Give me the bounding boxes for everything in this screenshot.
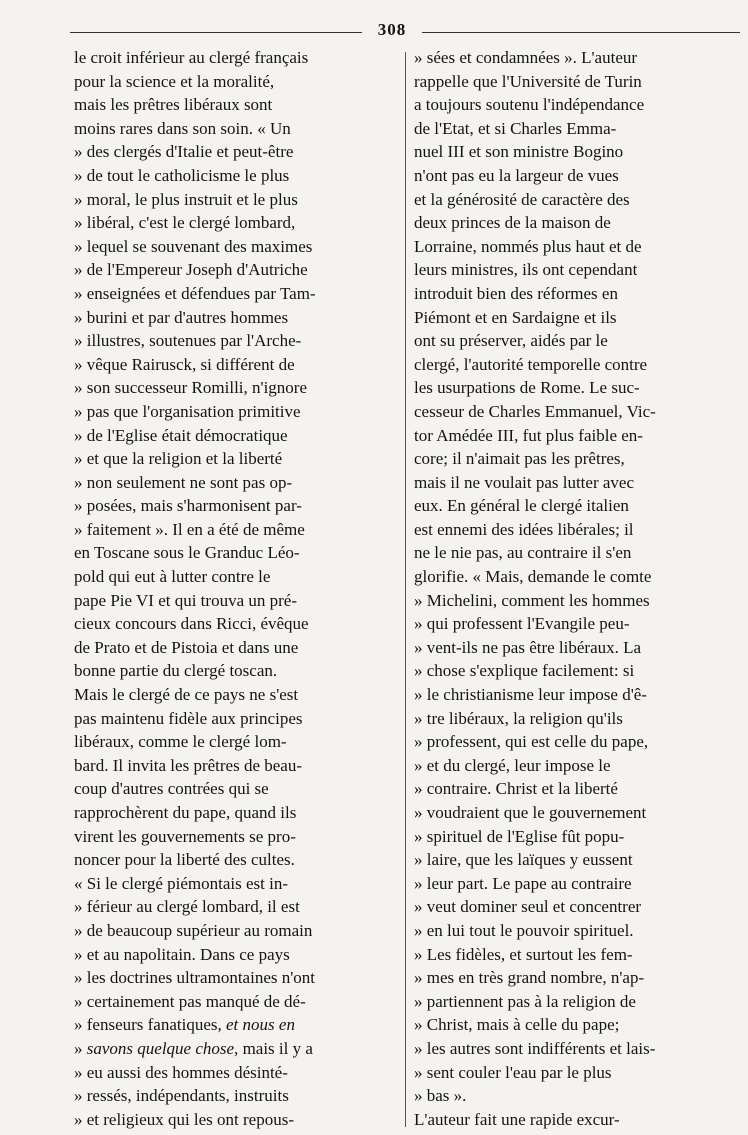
right-column-line: est ennemi des idées libérales; il bbox=[414, 519, 634, 539]
left-column-line: » de tout le catholicisme le plus bbox=[74, 165, 290, 185]
italic-segment: savons quelque chose, bbox=[86, 1038, 239, 1058]
left-column-line: » lequel se souvenant des maximes bbox=[74, 236, 313, 256]
right-column-line: » le christianisme leur impose d'ê- bbox=[414, 685, 647, 705]
right-column-line: » vent-ils ne pas être libéraux. La bbox=[414, 637, 642, 657]
left-column-line: » certainement pas manqué de dé- bbox=[74, 991, 306, 1011]
left-column-line: « Si le clergé piémontais est in- bbox=[74, 873, 289, 893]
left-column-line: » et religieux qui les ont repous- bbox=[74, 1109, 295, 1129]
left-column-line: pour la science et la moralité, bbox=[74, 71, 275, 91]
left-column-line bbox=[74, 1013, 404, 1037]
right-column-line: cesseur de Charles Emmanuel, Vic- bbox=[414, 401, 656, 421]
left-column-line: » illustres, soutenues par l'Arche- bbox=[74, 331, 302, 351]
right-column-line: tor Amédée III, fut plus faible en- bbox=[414, 425, 643, 445]
header-rule-right bbox=[422, 32, 740, 33]
left-column-line: » férieur au clergé lombard, il est bbox=[74, 897, 300, 917]
right-column-line: » voudraient que le gouvernement bbox=[414, 803, 647, 822]
left-column-line: » son successeur Romilli, n'ignore bbox=[74, 378, 308, 398]
left-column-line: » et au napolitain. Dans ce pays bbox=[74, 944, 290, 964]
left-column-line: » de l'Eglise était démocratique bbox=[74, 425, 288, 445]
right-column-line: » leur part. Le pape au contraire bbox=[414, 873, 632, 893]
left-column-line: » et que la religion et la liberté bbox=[74, 449, 283, 469]
left-column-line: libéraux, comme le clergé lom- bbox=[74, 732, 287, 752]
left-column-line: cieux concours dans Ricci, évêque bbox=[74, 614, 309, 634]
left-column-line: rapprochèrent du pape, quand ils bbox=[74, 803, 297, 822]
right-column-line: » mes en très grand nombre, n'ap- bbox=[414, 968, 645, 988]
text-segment: » fenseurs fanatiques, bbox=[74, 1015, 222, 1035]
right-column-line: » sées et condamnées ». L'auteur bbox=[414, 48, 638, 67]
right-column-line: » contraire. Christ et la liberté bbox=[414, 779, 618, 799]
right-column-line: » bas ». bbox=[414, 1086, 467, 1106]
right-column-line: » sent couler l'eau par le plus bbox=[414, 1062, 612, 1082]
right-column-line: Lorraine, nommés plus haut et de bbox=[414, 236, 642, 256]
left-column-line: en Toscane sous le Granduc Léo- bbox=[74, 543, 300, 563]
left-column-line: noncer pour la liberté des cultes. bbox=[74, 850, 295, 870]
right-column-line: » en lui tout le pouvoir spirituel. bbox=[414, 920, 634, 940]
left-column-line: virent les gouvernements se pro- bbox=[74, 826, 296, 846]
right-column-line: glorifie. « Mais, demande le comte bbox=[414, 567, 652, 587]
right-column-line: leurs ministres, ils ont cependant bbox=[414, 260, 638, 280]
left-column-line: » des clergés d'Italie et peut-être bbox=[74, 142, 294, 162]
right-column-line: » spirituel de l'Eglise fût popu- bbox=[414, 826, 625, 846]
left-column-line: bonne partie du clergé toscan. bbox=[74, 661, 278, 681]
right-column-line: » et du clergé, leur impose le bbox=[414, 755, 611, 775]
header-rule-left bbox=[70, 32, 362, 33]
right-column-line: nuel III et son ministre Bogino bbox=[414, 142, 624, 162]
left-column-line: » burini et par d'autres hommes bbox=[74, 307, 289, 327]
right-column-line: rappelle que l'Université de Turin bbox=[414, 71, 642, 91]
right-column-line: » Christ, mais à celle du pape; bbox=[414, 1015, 620, 1035]
left-column-line: » non seulement ne sont pas op- bbox=[74, 472, 293, 492]
right-column-line: eux. En général le clergé italien bbox=[414, 496, 629, 516]
left-column-line: » pas que l'organisation primitive bbox=[74, 401, 301, 421]
right-column-line: n'ont pas eu la largeur de vues bbox=[414, 165, 619, 185]
left-column-line: » posées, mais s'harmonisent par- bbox=[74, 496, 302, 516]
left-column-line: » de beaucoup supérieur au romain bbox=[74, 920, 313, 940]
left-column bbox=[74, 46, 404, 1131]
left-column-line: coup d'autres contrées qui se bbox=[74, 779, 269, 799]
right-column-line: a toujours soutenu l'indépendance bbox=[414, 95, 645, 115]
right-column-line: » les autres sont indifférents et lais- bbox=[414, 1038, 656, 1058]
right-column-line: ont su préserver, aidés par le bbox=[414, 331, 608, 351]
left-column-line: » enseignées et défendues par Tam- bbox=[74, 283, 316, 303]
page-header bbox=[70, 14, 740, 42]
right-column-line: introduit bien des réformes en bbox=[414, 283, 618, 303]
left-column-line: le croit inférieur au clergé français bbox=[74, 48, 309, 67]
right-column-line: » laire, que les laïques y eussent bbox=[414, 850, 633, 870]
left-column-line: » faitement ». Il en a été de même bbox=[74, 519, 305, 539]
right-column-line: » Michelini, comment les hommes bbox=[414, 590, 650, 610]
left-column-line: pold qui eut à lutter contre le bbox=[74, 567, 271, 587]
left-column-line bbox=[74, 1037, 404, 1061]
right-column-line: L'auteur fait une rapide excur- bbox=[414, 1109, 620, 1129]
left-column-line: » moral, le plus instruit et le plus bbox=[74, 189, 298, 209]
left-column-line: mais les prêtres libéraux sont bbox=[74, 95, 273, 115]
right-column-line: mais il ne voulait pas lutter avec bbox=[414, 472, 634, 492]
left-column-line: bard. Il invita les prêtres de beau- bbox=[74, 755, 302, 775]
left-column-line: » vêque Rairusck, si différent de bbox=[74, 354, 295, 374]
left-column-line: pape Pie VI et qui trouva un pré- bbox=[74, 590, 297, 610]
left-column-line: » ressés, indépendants, instruits bbox=[74, 1086, 289, 1106]
right-column-line: core; il n'aimait pas les prêtres, bbox=[414, 449, 625, 469]
right-column-line: » Les fidèles, et surtout les fem- bbox=[414, 944, 633, 964]
quote-mark: » bbox=[74, 1038, 87, 1058]
right-column-line: de l'Etat, et si Charles Emma- bbox=[414, 118, 617, 138]
right-column bbox=[414, 46, 744, 1131]
left-column-line: » de l'Empereur Joseph d'Autriche bbox=[74, 260, 308, 280]
column-divider bbox=[405, 52, 406, 1127]
right-column-line: » chose s'explique facilement: si bbox=[414, 661, 635, 681]
right-column-line: » tre libéraux, la religion qu'ils bbox=[414, 708, 623, 728]
right-column-line: les usurpations de Rome. Le suc- bbox=[414, 378, 640, 398]
right-column-line: deux princes de la maison de bbox=[414, 213, 611, 233]
left-column-line: pas maintenu fidèle aux principes bbox=[74, 708, 303, 728]
left-column-line: de Prato et de Pistoia et dans une bbox=[74, 637, 299, 657]
text-segment: mais il y a bbox=[242, 1038, 313, 1058]
left-column-line: » eu aussi des hommes désinté- bbox=[74, 1062, 288, 1082]
page-number: 308 bbox=[377, 20, 407, 39]
right-column-line: » veut dominer seul et concentrer bbox=[414, 897, 642, 917]
right-column-line: » partiennent pas à la religion de bbox=[414, 991, 636, 1011]
right-column-line: et la générosité de caractère des bbox=[414, 189, 630, 209]
left-column-line: Mais le clergé de ce pays ne s'est bbox=[74, 685, 299, 705]
right-column-line: clergé, l'autorité temporelle contre bbox=[414, 354, 648, 374]
left-column-line: » les doctrines ultramontaines n'ont bbox=[74, 968, 316, 988]
right-column-line: » professent, qui est celle du pape, bbox=[414, 732, 649, 752]
italic-segment: et nous en bbox=[226, 1015, 295, 1035]
left-column-line: » libéral, c'est le clergé lombard, bbox=[74, 213, 296, 233]
right-column-line: ne le nie pas, au contraire il s'en bbox=[414, 543, 632, 563]
right-column-line: » qui professent l'Evangile peu- bbox=[414, 614, 630, 634]
right-column-line: Piémont et en Sardaigne et ils bbox=[414, 307, 617, 327]
left-column-line: moins rares dans son soin. « Un bbox=[74, 118, 291, 138]
